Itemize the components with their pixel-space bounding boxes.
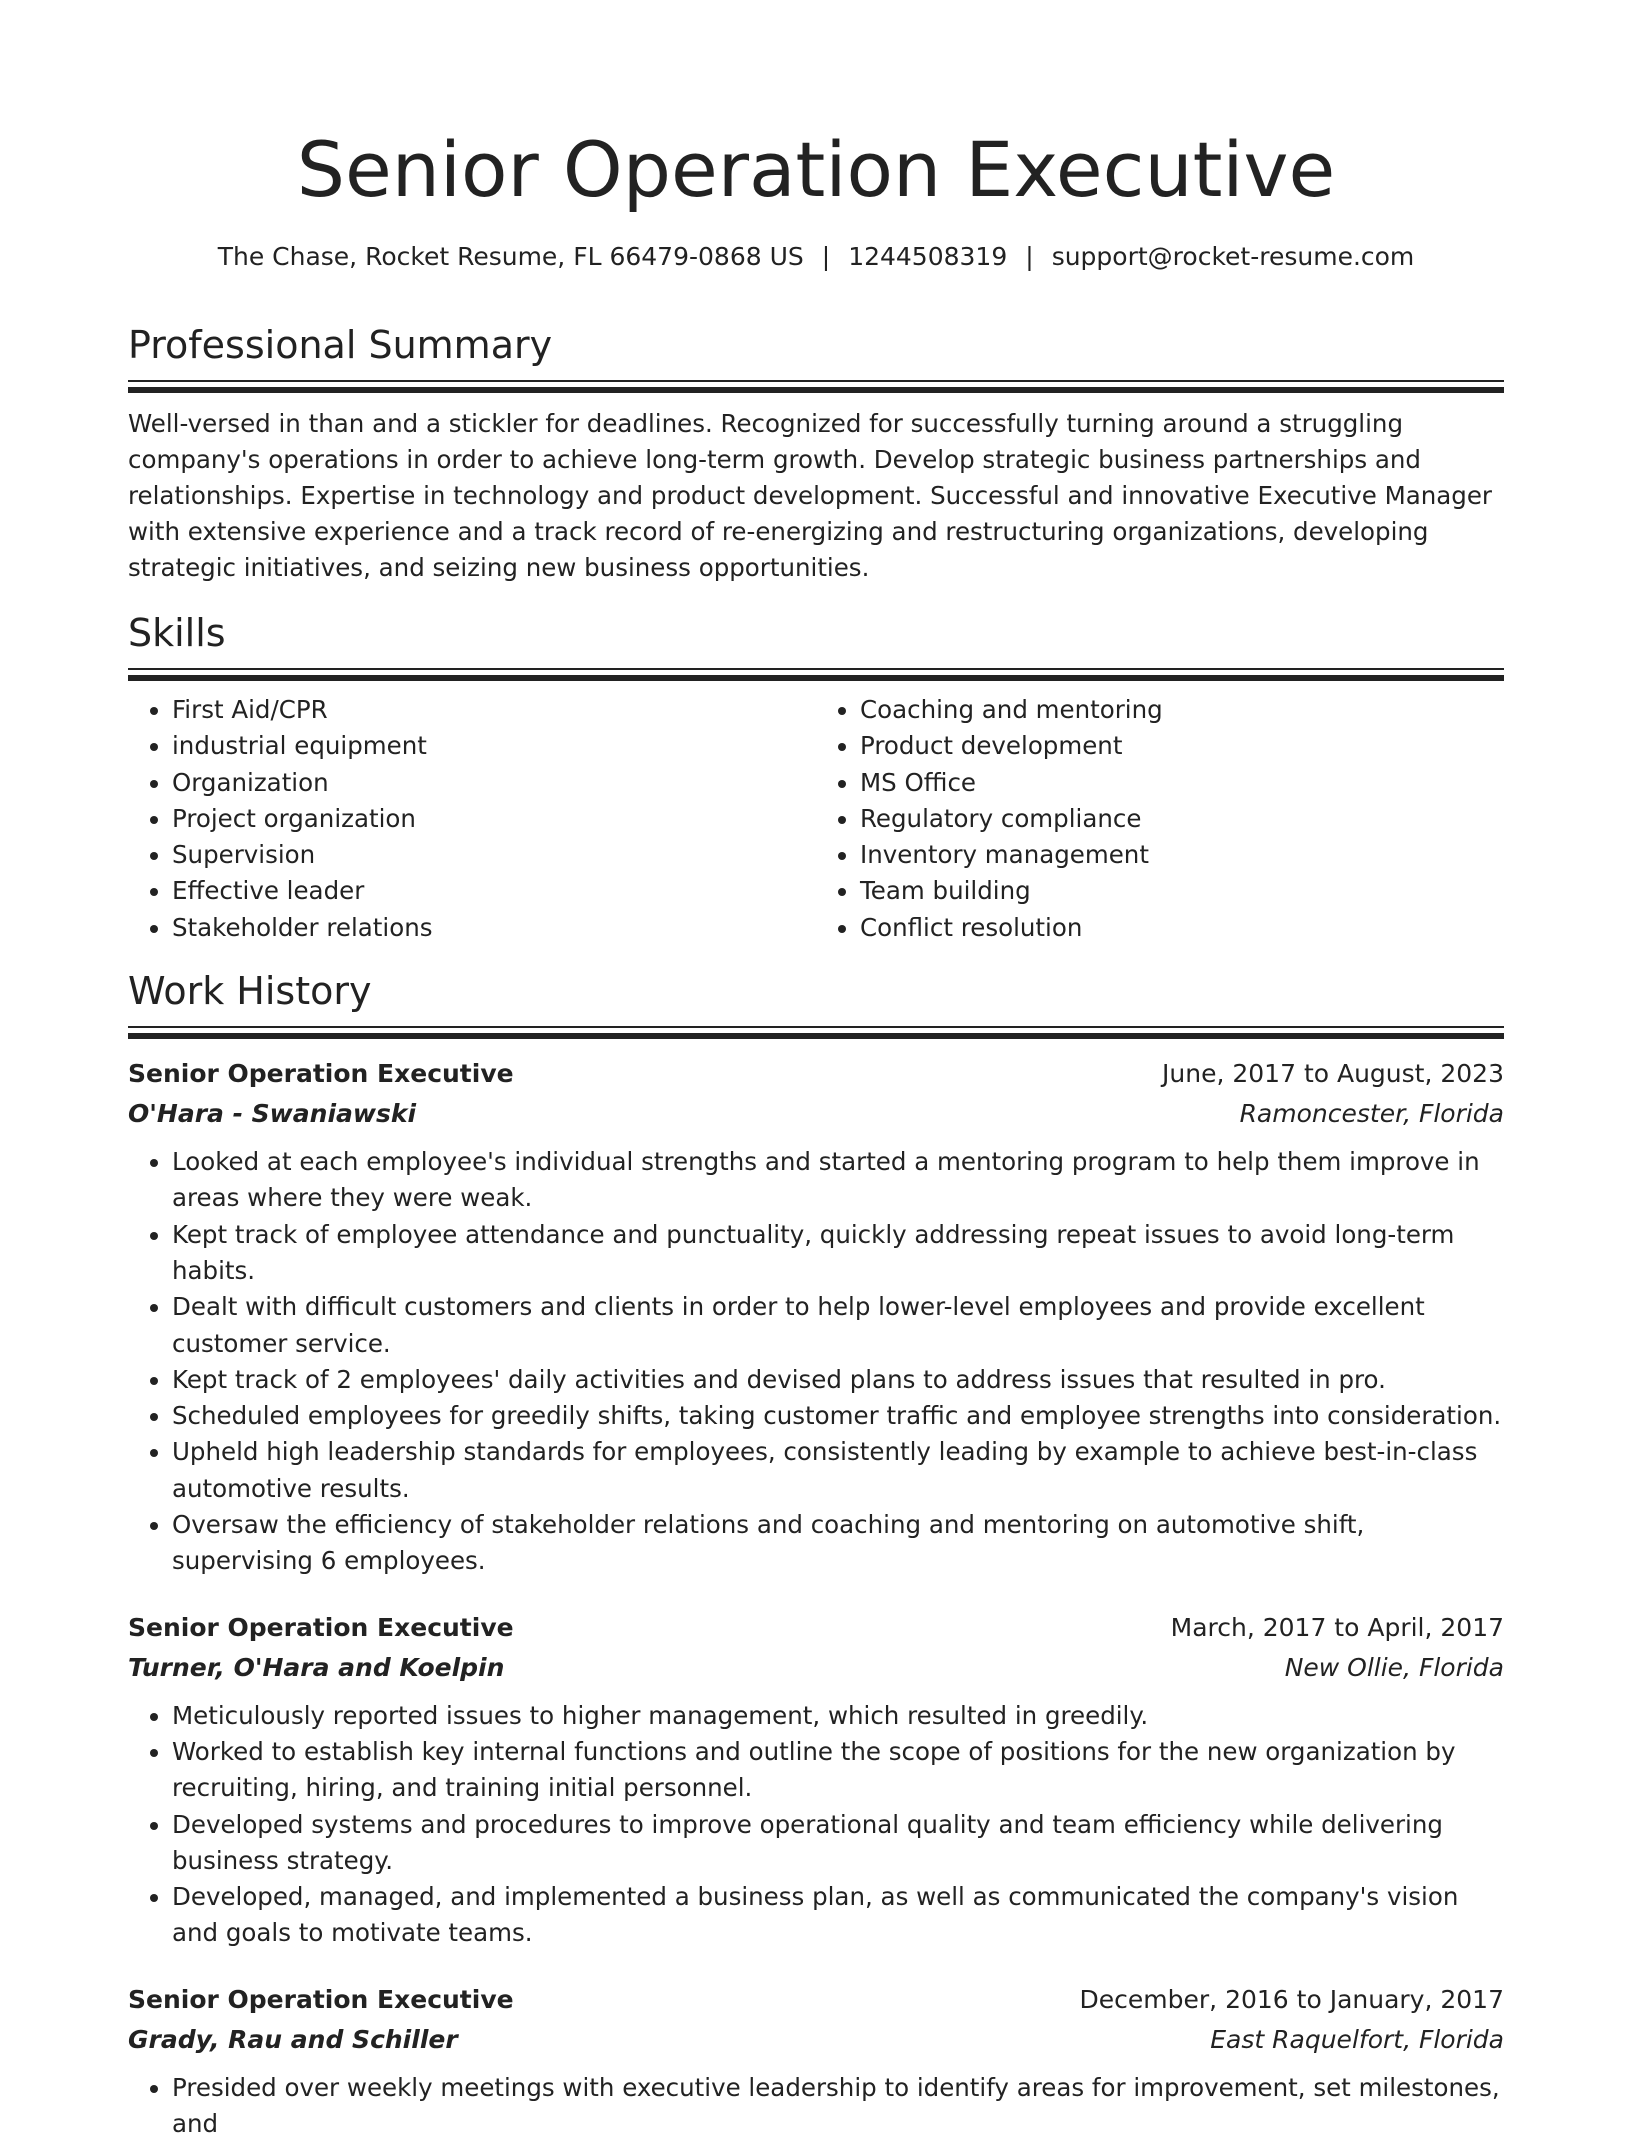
skill-item: • Product development [860,728,1504,764]
section-title-summary: Professional Summary [128,323,553,367]
job-location: New Ollie, Florida [1284,1652,1504,1682]
job-bullet: • Meticulously reported issues to higher management, which resulted in greedily. [172,1698,1504,1734]
job-bullet: • Looked at each employee's individual strengths and started a mentoring program to help them improve in areas where they were weak. [172,1144,1504,1217]
job-bullet: • Developed, managed, and implemented a business plan, as well as communicated the company's vision and goals to motivate teams. [172,1879,1504,1952]
job-bullets [128,2070,1504,2142]
contact-separator: | [821,242,831,271]
contact-line [128,240,1504,274]
skill-item: • Stakeholder relations [172,910,816,946]
job-company: Turner, O'Hara and Koelpin [128,1652,505,1682]
skill-item: • industrial equipment [172,728,816,764]
job-title: Senior Operation Executive [128,1612,514,1642]
job-bullet: • Dealt with difficult customers and clients in order to help lower-level employees and provide excellent customer service. [172,1289,1504,1362]
job-entry [128,1054,1504,1580]
resume-page [128,120,1504,2142]
job-location: East Raquelfort, Florida [1210,2024,1504,2054]
job-entry [128,1980,1504,2142]
skill-item: • Effective leader [172,873,816,909]
job-company-row [128,1648,1504,1688]
skill-item: • Supervision [172,837,816,873]
skill-item: • Inventory management [860,837,1504,873]
skill-item: • Organization [172,765,816,801]
contact-email: support@rocket-resume.com [1051,242,1415,271]
job-title: Senior Operation Executive [128,1059,514,1089]
job-bullet: • Kept track of employee attendance and punctuality, quickly addressing repeat issues to avoid long-term habits. [172,1217,1504,1290]
section-title-skills: Skills [128,611,226,655]
job-entry [128,1608,1504,1952]
section-divider [128,668,1504,682]
contact-separator: | [1025,242,1034,271]
skill-item: • MS Office [860,765,1504,801]
skill-item: • Regulatory compliance [860,801,1504,837]
summary-text: Well-versed in than and a stickler for deadlines. Recognized for successfully turning around a struggling company's operations in order to achieve long-term growth. Develop strategic business partnerships and relationships. Expertise in technology and product development. Successful and innovative Executive Manager with extensive experience and a track record of re-energizing and restructuring organizations, developing strategic initiatives, and seizing new business opportunities. [128,409,1492,582]
job-header-row [128,1054,1504,1094]
job-company-row [128,2020,1504,2060]
skill-item: • Conflict resolution [860,910,1504,946]
job-bullet: • Kept track of 2 employees' daily activities and devised plans to address issues that resulted in pro. [172,1362,1504,1398]
job-company: Grady, Rau and Schiller [128,2024,458,2054]
job-header-row [128,1608,1504,1648]
job-bullet: • Upheld high leadership standards for employees, consistently leading by example to achieve best-in-class automotive results. [172,1434,1504,1507]
skill-item: • Project organization [172,801,816,837]
contact-phone: 1244508319 [848,242,1008,271]
job-company: O'Hara - Swaniawski [128,1099,417,1129]
job-title: Senior Operation Executive [128,1984,514,2014]
work-history-section [128,966,1504,2142]
resume-name: Senior Operation Executive [296,125,1336,214]
job-bullet: • Presided over weekly meetings with executive leadership to identify areas for improvement, set milestones, and [172,2070,1504,2142]
skill-item: • First Aid/CPR [172,692,816,728]
job-bullet: • Worked to establish key internal functions and outline the scope of positions for the new organization by recruiting, hiring, and training initial personnel. [172,1734,1504,1807]
job-dates: June, 2017 to August, 2023 [1162,1059,1504,1089]
job-dates: December, 2016 to January, 2017 [1079,1984,1504,2014]
job-bullet: • Oversaw the efficiency of stakeholder relations and coaching and mentoring on automotive shift, supervising 6 employees. [172,1507,1504,1580]
professional-summary-section [128,320,1504,586]
skill-item: • Team building [860,873,1504,909]
skills-right-column [816,692,1504,946]
skills-section [128,608,1504,946]
job-company-row [128,1094,1504,1134]
job-header-row [128,1980,1504,2020]
skills-columns [128,692,1504,946]
skills-left-column [128,692,816,946]
job-location: Ramoncester, Florida [1239,1099,1504,1129]
section-divider [128,1026,1504,1040]
job-bullets [128,1698,1504,1952]
skill-item: • Coaching and mentoring [860,692,1504,728]
job-bullet: • Developed systems and procedures to improve operational quality and team efficiency while delivering business strategy. [172,1807,1504,1880]
job-bullets [128,1144,1504,1580]
contact-address: The Chase, Rocket Resume, FL 66479-0868 US [217,242,804,271]
job-bullet: • Scheduled employees for greedily shifts, taking customer traffic and employee strengths into consideration. [172,1398,1504,1434]
job-dates: March, 2017 to April, 2017 [1170,1612,1504,1642]
section-title-work-history: Work History [128,969,372,1014]
section-divider [128,380,1504,394]
